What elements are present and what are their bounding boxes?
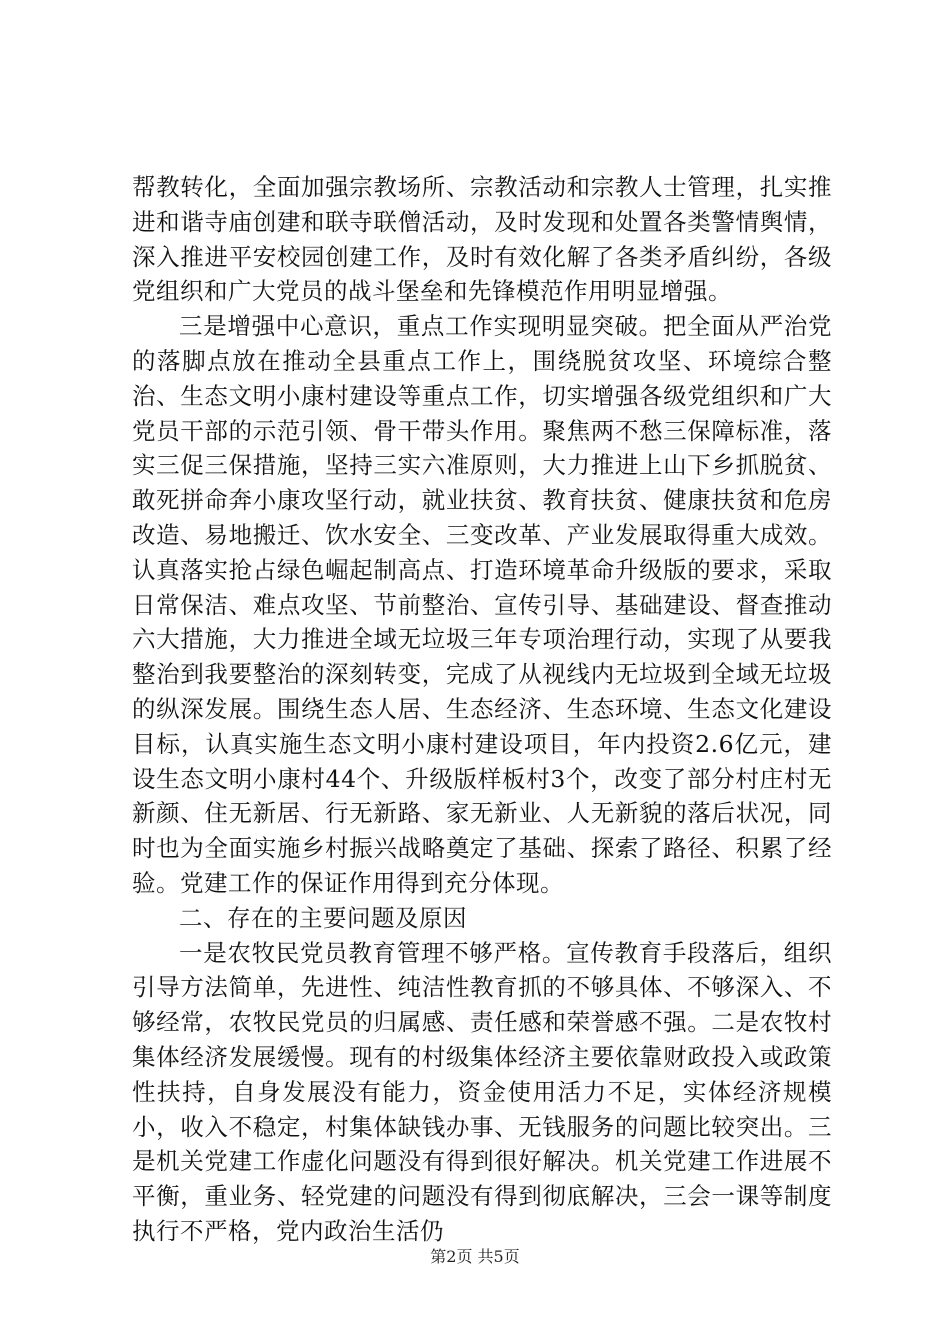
paragraph-continuation: 帮教转化，全面加强宗教场所、宗教活动和宗教人士管理，扎实推进和谐寺庙创建和联寺联僧活动，及时发现和处置各类警情舆情，深入推进平安校园创建工作，及时有效化解了各类矛盾纠纷，各级党组织和广大党员的战斗堡垒和先锋模范作用明显增强。 bbox=[132, 173, 832, 306]
page-number: 第2页 共5页 bbox=[430, 1247, 520, 1266]
section-heading: 二、存在的主要问题及原因 bbox=[179, 903, 467, 932]
paragraph-problems: 一是农牧民党员教育管理不够严格。宣传教育手段落后，组织引导方法简单，先进性、纯洁性教育抓的不够具体、不够深入、不够经常，农牧民党员的归属感、责任感和荣誉感不强。二是农牧村集体经济发展缓慢。现有的村级集体经济主要依靠财政投入或政策性扶持，自身发展没有能力，资金使用活力不足，实体经济规模小，收入不稳定，村集体缺钱办事、无钱服务的问题比较突出。三是机关党建工作虚化问题没有得到很好解决。机关党建工作进展不平衡，重业务、轻党建的问题没有得到彻底解决，三会一课等制度执行不严格，党内政治生活仍 bbox=[132, 938, 832, 1245]
document-body bbox=[132, 170, 832, 1249]
paragraph-key-work: 三是增强中心意识，重点工作实现明显突破。把全面从严治党的落脚点放在推动全县重点工作上，围绕脱贫攻坚、环境综合整治、生态文明小康村建设等重点工作，切实增强各级党组织和广大党员干部的示范引领、骨干带头作用。聚焦两不愁三保障标准，落实三促三保措施，坚持三实六准原则，大力推进上山下乡抓脱贫、敢死拼命奔小康攻坚行动，就业扶贫、教育扶贫、健康扶贫和危房改造、易地搬迁、饮水安全、三变改革、产业发展取得重大成效。认真落实抢占绿色崛起制高点、打造环境革命升级版的要求，采取日常保洁、难点攻坚、节前整治、宣传引导、基础建设、督查推动六大措施，大力推进全域无垃圾三年专项治理行动，实现了从要我整治到我要整治的深刻转变，完成了从视线内无垃圾到全域无垃圾的纵深发展。围绕生态人居、生态经济、生态环境、生态文化建设目标，认真实施生态文明小康村建设项目，年内投资2.6亿元，建设生态文明小康村44个、升级版样板村3个，改变了部分村庄村无新颜、住无新居、行无新路、家无新业、人无新貌的落后状况，同时也为全面实施乡村振兴战略奠定了基础、探索了路径、积累了经验。党建工作的保证作用得到充分体现。 bbox=[132, 312, 832, 897]
